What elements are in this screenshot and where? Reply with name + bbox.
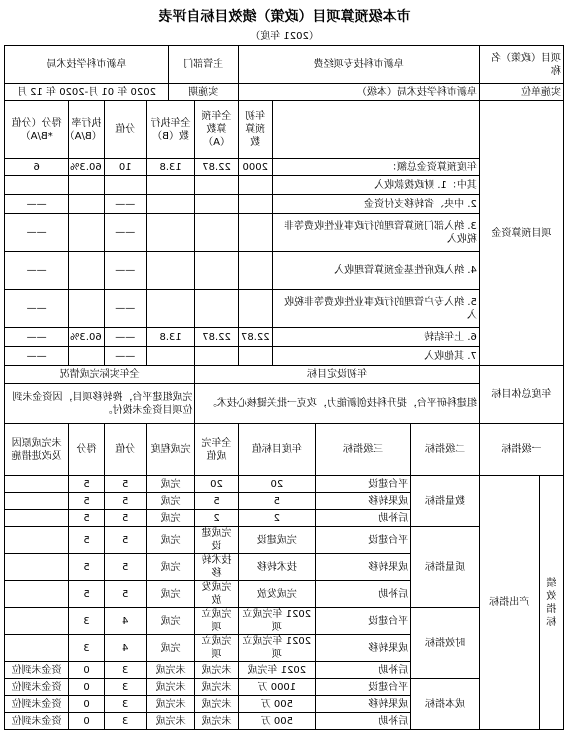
indicator-score-value: 3: [104, 696, 146, 713]
project-name-label: 项目（政策）名称: [479, 46, 563, 84]
indicator-score: 5: [69, 527, 104, 554]
indicator-score: 5: [69, 510, 104, 527]
budget-header-row: [5, 101, 564, 159]
budget-rate: [69, 290, 104, 328]
budget-score: ——: [5, 328, 69, 347]
goals-planned: 组建科研平台，提升科技创新能力，攻克一批关键核心技术。: [195, 384, 479, 424]
indicator-reason: 资金未到位: [5, 696, 69, 713]
budget-full-year: [195, 176, 238, 195]
indicator-progress: 完成: [146, 635, 195, 662]
budget-score: ——: [5, 252, 69, 290]
budget-row-label: 年度预算资金总额：: [272, 159, 479, 176]
budget-score: ——: [5, 214, 69, 252]
indicator-actual: 未完成: [195, 713, 238, 730]
budget-score: ——: [5, 195, 69, 214]
indicator-header-level2: 二级指标: [411, 424, 480, 476]
budget-score-value: ——: [104, 290, 146, 328]
indicator-score: 0: [69, 713, 104, 730]
indicator-score-value: 4: [104, 635, 146, 662]
indicator-row: [5, 476, 564, 493]
budget-header-rate: 执行率（B/A）: [69, 101, 104, 159]
indicator-progress: 未完成: [146, 713, 195, 730]
budget-row-label: 其中：1. 财政拨款收入: [272, 176, 479, 195]
indicator-actual: 未完成: [195, 696, 238, 713]
indicator-progress: 完成: [146, 527, 195, 554]
unit-row: [5, 84, 564, 101]
budget-score: ——: [5, 347, 69, 366]
budget-row-label: 3. 纳入部门预算管理的行政事业性收费等非税收入: [272, 214, 479, 252]
indicator-reason: [5, 581, 69, 608]
indicator-reason: [5, 510, 69, 527]
indicator-target: 2021 年完成立项: [238, 635, 315, 662]
indicator-progress: 完成: [146, 608, 195, 635]
indicator-progress: 完成: [146, 493, 195, 510]
indicator-l3: 后补助: [316, 713, 411, 730]
indicator-header-target: 年度目标值: [238, 424, 315, 476]
budget-full-year: 22.87: [195, 328, 238, 347]
output-indicator-label: 产出指标: [479, 476, 539, 730]
indicator-actual: 技术转移: [195, 554, 238, 581]
indicator-target: 2021 年完成: [238, 662, 315, 679]
budget-score-value: 10: [104, 159, 146, 176]
indicator-score: 0: [69, 696, 104, 713]
indicator-header-actual: 全年完成值: [195, 424, 238, 476]
unit-value: 阜新市科学技术局（本级）: [238, 84, 479, 101]
indicator-score-value: 5: [104, 554, 146, 581]
budget-header-executed: 全年执行数（B）: [146, 101, 195, 159]
goals-section-label: 年度总体目标: [479, 366, 563, 424]
budget-initial: 22.87: [238, 328, 272, 347]
budget-header-score-value: 分值: [104, 101, 146, 159]
budget-row-label: 5. 纳入专户管理的行政事业性收费等非税收入: [272, 290, 479, 328]
budget-executed: [146, 252, 195, 290]
budget-executed: [146, 290, 195, 328]
indicator-progress: 完成: [146, 554, 195, 581]
indicator-score-value: 5: [104, 581, 146, 608]
period-value: 2020 年 01 月-2020 年 12 月: [5, 84, 169, 101]
indicator-score-value: 3: [104, 679, 146, 696]
budget-initial: [238, 176, 272, 195]
budget-executed: [146, 195, 195, 214]
indicator-header-progress: 完成程度: [146, 424, 195, 476]
indicator-group-label: 时效指标: [411, 608, 480, 679]
budget-full-year: [195, 252, 238, 290]
budget-score-value: ——: [104, 214, 146, 252]
indicator-reason: 资金未到位: [5, 713, 69, 730]
indicator-group-label: 数量指标: [411, 476, 480, 527]
budget-score: 6: [5, 159, 69, 176]
indicator-reason: 资金未到位: [5, 662, 69, 679]
indicator-score: 5: [69, 493, 104, 510]
budget-score: [5, 176, 69, 195]
budget-rate: [69, 252, 104, 290]
indicator-actual: 5: [195, 493, 238, 510]
indicator-l3: 成果转移: [316, 696, 411, 713]
project-name-row: [5, 46, 564, 84]
indicator-header-score-value: 分值: [104, 424, 146, 476]
budget-rate: [69, 214, 104, 252]
indicator-target: 1000 万: [238, 679, 315, 696]
indicator-group-label: 成本指标: [411, 679, 480, 730]
budget-full-year: [195, 195, 238, 214]
budget-initial: [238, 252, 272, 290]
indicator-l3: 平台建设: [316, 608, 411, 635]
indicator-l3: 平台建设: [316, 476, 411, 493]
budget-executed: [146, 176, 195, 195]
budget-initial: [238, 195, 272, 214]
indicator-score: 5: [69, 476, 104, 493]
indicator-progress: 未完成: [146, 679, 195, 696]
unit-label: 实施单位: [479, 84, 563, 101]
indicator-actual: 完成立项: [195, 608, 238, 635]
indicator-progress: 完成: [146, 476, 195, 493]
indicator-actual: 完成建设: [195, 527, 238, 554]
indicator-score: 0: [69, 662, 104, 679]
budget-full-year: 22.87: [195, 159, 238, 176]
indicator-score-value: 3: [104, 662, 146, 679]
indicator-header-row: [5, 424, 564, 476]
indicator-header-level3: 三级指标: [316, 424, 411, 476]
budget-score-value: ——: [104, 252, 146, 290]
budget-score-value: [104, 176, 146, 195]
budget-section-label: 项目预算资金: [479, 101, 563, 366]
indicator-score: 5: [69, 581, 104, 608]
indicator-progress: 未完成: [146, 696, 195, 713]
indicator-score: 3: [69, 608, 104, 635]
indicator-target: 5: [238, 493, 315, 510]
goals-header-row: [5, 366, 564, 384]
indicator-reason: [5, 476, 69, 493]
indicator-header-level1: 一级指标: [479, 424, 563, 476]
indicator-score: 0: [69, 679, 104, 696]
indicator-l3: 成果转移: [316, 554, 411, 581]
indicator-reason: 资金未到位: [5, 679, 69, 696]
dept-label: 主管部门: [168, 46, 238, 84]
budget-initial: 2000: [238, 159, 272, 176]
indicator-score-value: 5: [104, 527, 146, 554]
goals-actual-label: 全年实际完成情况: [5, 366, 195, 384]
indicator-progress: 未完成: [146, 662, 195, 679]
budget-rate: [69, 195, 104, 214]
budget-executed: 13.8: [146, 159, 195, 176]
budget-header-full-year: 全年预算数（A）: [195, 101, 238, 159]
evaluation-table: [4, 45, 564, 730]
period-label: 实施期: [168, 84, 238, 101]
indicator-section-label: 绩效指标: [539, 476, 563, 730]
indicator-l3: 平台建设: [316, 679, 411, 696]
indicator-target: 技术转移: [238, 554, 315, 581]
indicator-header-reason: 未完成原因及改进措施: [5, 424, 69, 476]
indicator-score-value: 4: [104, 608, 146, 635]
indicator-score-value: 5: [104, 510, 146, 527]
indicator-l3: 后补助: [316, 662, 411, 679]
budget-full-year: [195, 290, 238, 328]
indicator-actual: 2: [195, 510, 238, 527]
indicator-l3: 平台建设: [316, 527, 411, 554]
indicator-score-value: 5: [104, 476, 146, 493]
indicator-actual: 未完成: [195, 662, 238, 679]
budget-score-value: ——: [104, 347, 146, 366]
budget-full-year: [195, 214, 238, 252]
indicator-target: 500 万: [238, 713, 315, 730]
indicator-target: 500 万: [238, 696, 315, 713]
goals-planned-label: 年初设定目标: [195, 366, 479, 384]
budget-rate: 60.3%: [69, 328, 104, 347]
budget-executed: 13.8: [146, 328, 195, 347]
indicator-target: 20: [238, 476, 315, 493]
indicator-target: 完成发放: [238, 581, 315, 608]
indicator-target: 2021 年完成立项: [238, 608, 315, 635]
indicator-score-value: 3: [104, 713, 146, 730]
indicator-reason: [5, 527, 69, 554]
goals-actual: 完成组建平台，搀转移项目，因资金未到位项目资金未拨付。: [5, 384, 195, 424]
indicator-reason: [5, 493, 69, 510]
indicator-score: 3: [69, 635, 104, 662]
page-subtitle: （2021 年度）: [250, 31, 319, 42]
indicator-l3: 后补助: [316, 510, 411, 527]
budget-header-score: 得分（分值*B/A）: [5, 101, 69, 159]
indicator-group-label: 质量指标: [411, 527, 480, 608]
indicator-reason: [5, 554, 69, 581]
indicator-actual: 完成立项: [195, 635, 238, 662]
budget-row-label: 7. 其他收入: [272, 347, 479, 366]
indicator-reason: [5, 635, 69, 662]
budget-score-value: ——: [104, 195, 146, 214]
indicator-progress: 完成: [146, 581, 195, 608]
indicator-header-score: 得分: [69, 424, 104, 476]
indicator-actual: 未完成: [195, 679, 238, 696]
dept-value: 阜新市科学技术局: [5, 46, 169, 84]
indicator-l3: 成果转移: [316, 493, 411, 510]
page-title: 市本级预算项目（政策）绩效目标自评表: [158, 9, 411, 25]
indicator-progress: 完成: [146, 510, 195, 527]
indicator-target: 2: [238, 510, 315, 527]
budget-row-label: 2. 中央、省转移支付资金: [272, 195, 479, 214]
budget-initial: [238, 347, 272, 366]
budget-row-label: 6. 上年结转: [272, 328, 479, 347]
indicator-actual: 完成发放: [195, 581, 238, 608]
budget-initial: [238, 214, 272, 252]
project-name-value: 阜新市科技专项经费: [238, 46, 479, 84]
budget-executed: [146, 214, 195, 252]
budget-executed: [146, 347, 195, 366]
budget-score: ——: [5, 290, 69, 328]
indicator-score: 5: [69, 554, 104, 581]
indicator-l3: 成果转移: [316, 635, 411, 662]
budget-row-label: 4. 纳入政府性基金预算管理收入: [272, 252, 479, 290]
budget-rate: [69, 347, 104, 366]
budget-rate: [69, 176, 104, 195]
indicator-l3: 后补助: [316, 581, 411, 608]
budget-initial: [238, 290, 272, 328]
budget-header-initial: 年初预算数: [238, 101, 272, 159]
budget-full-year: [195, 347, 238, 366]
indicator-actual: 20: [195, 476, 238, 493]
budget-score-value: ——: [104, 328, 146, 347]
indicator-target: 完成建设: [238, 527, 315, 554]
indicator-score-value: 5: [104, 493, 146, 510]
indicator-reason: [5, 608, 69, 635]
budget-rate: 60.3%: [69, 159, 104, 176]
